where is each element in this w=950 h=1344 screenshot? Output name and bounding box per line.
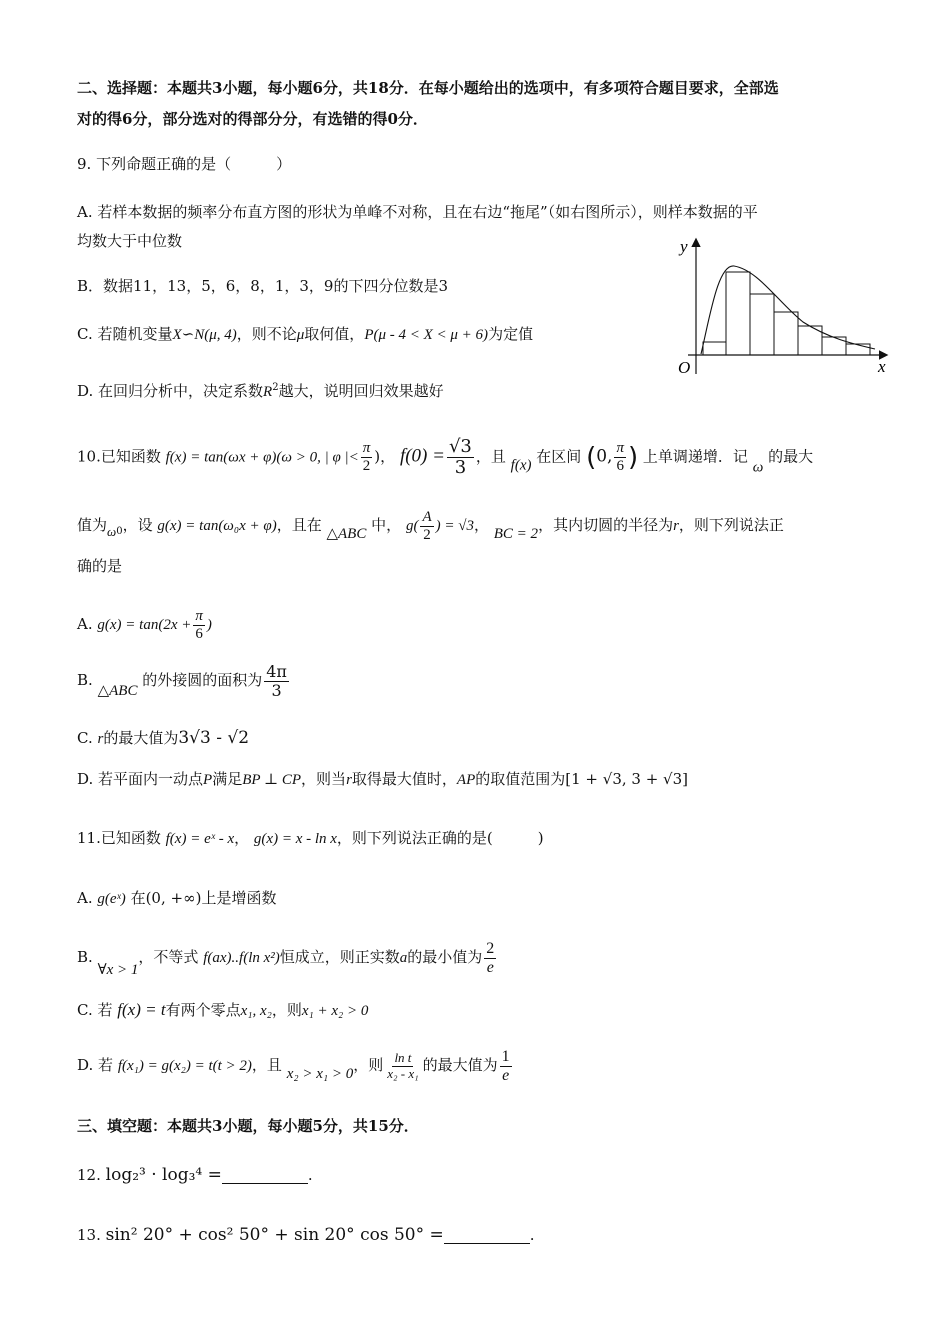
text: D. 若: [77, 1056, 114, 1075]
answer-blank[interactable]: [444, 1229, 530, 1244]
den: e: [486, 958, 494, 976]
math: f(x) = eˣ - x: [165, 831, 235, 847]
text: D. 若平面内一动点: [77, 770, 204, 788]
section-3-heading: 三、填空题：本题共3小题，每小题5分，共15分．: [77, 1117, 419, 1135]
math: f(x) = tan(ωx + φ)(ω > 0, | φ |<: [165, 449, 359, 466]
q9-stem: 9. 下列命题正确的是（ ）: [77, 155, 292, 173]
num: 2: [486, 940, 495, 957]
den: 2: [362, 457, 371, 474]
text: C.: [77, 729, 93, 747]
fraction: [447, 437, 474, 478]
num: A: [422, 509, 432, 525]
den: 6: [616, 457, 624, 474]
text: 取得最大值时，: [351, 770, 457, 788]
math: 3√3 - √2: [178, 728, 250, 748]
text: 的最大值为: [422, 1056, 498, 1075]
num: π: [195, 608, 203, 624]
math: (0, +∞): [145, 889, 202, 907]
text: C. 若: [77, 1001, 113, 1019]
math: g(eˣ): [97, 891, 126, 907]
text: ，且: [251, 1056, 282, 1075]
q11-option-d: [77, 1048, 514, 1084]
math: P(μ - 4 < X < μ + 6): [364, 327, 489, 343]
text: 值为: [77, 516, 108, 534]
num: 1: [501, 1048, 510, 1065]
text: 上是增函数: [201, 889, 277, 907]
y-axis-label: y: [680, 237, 688, 256]
density-curve: [701, 266, 875, 354]
den: e: [502, 1066, 510, 1084]
math: [1 + √3, 3 + √3]: [565, 770, 689, 788]
text: ，则不论: [236, 325, 297, 343]
q10-option-a: [77, 608, 212, 642]
den: 2: [423, 526, 431, 543]
q10-option-c: [77, 730, 249, 747]
section-2-heading-line2: 对的得6分，部分选对的得部分分，有选错的得0分．: [77, 110, 428, 128]
fraction: [385, 1051, 420, 1081]
math: P: [203, 772, 213, 788]
q10-line3: 确的是: [77, 557, 123, 575]
text: 上单调递增．记: [642, 447, 748, 466]
q9-option-d: [77, 383, 444, 400]
q13: [77, 1227, 535, 1244]
q11-option-b: [77, 940, 498, 978]
text: D. 在回归分析中，决定系数: [77, 382, 264, 400]
math: r: [346, 772, 352, 788]
text: ，其内切圆的半径为: [538, 516, 674, 534]
text: 的最小值为: [407, 948, 483, 967]
text: 越大，说明回归效果越好: [278, 382, 444, 400]
fraction: [361, 440, 373, 474]
text: 恒成立，则正实数: [279, 948, 400, 967]
text: ，且: [475, 447, 506, 466]
text: ，则: [271, 1001, 302, 1019]
text: 10.已知函数: [77, 447, 161, 466]
den: x₂ - x₁: [387, 1065, 419, 1081]
math: μ: [296, 327, 305, 343]
text: 11.已知函数: [77, 829, 161, 847]
math: ): [206, 617, 212, 633]
text: 的最大: [768, 447, 814, 466]
text: B.: [77, 671, 93, 690]
num: ln t: [394, 1050, 412, 1066]
math: f(x₁) = g(x₂) = t(t > 2): [117, 1058, 252, 1075]
math: f(ax)..f(ln x²): [203, 950, 280, 967]
math: ∀x > 1: [97, 962, 139, 979]
math: x₁, x₂: [240, 1003, 272, 1019]
fraction: [420, 509, 433, 543]
math: x₂ > x₁ > 0: [286, 1066, 354, 1083]
math: f(0) =: [399, 445, 445, 467]
math: X∽: [172, 327, 195, 343]
fraction: [484, 940, 496, 976]
text: B.: [77, 948, 93, 967]
text: ，则: [353, 1056, 384, 1075]
math: △ABC: [97, 683, 138, 700]
math: r: [673, 518, 679, 534]
den: 3: [454, 456, 467, 478]
q10-option-d: [77, 772, 688, 788]
bracket: ): [627, 442, 639, 473]
math: x₁ + x₂ > 0: [301, 1003, 369, 1019]
math: log₂³ · log₃⁴ =: [105, 1165, 222, 1185]
origin-label: O: [678, 358, 691, 376]
den: 3: [271, 680, 282, 700]
math: g(x) = x - ln x: [253, 831, 337, 847]
q9-option-c: [77, 327, 533, 343]
num: π: [616, 440, 624, 457]
math: a: [399, 950, 408, 967]
text: 取何值，: [304, 325, 365, 343]
math: BC = 2: [493, 526, 539, 542]
q9-option-a-line2: 均数大于中位数: [77, 232, 183, 250]
q11-stem: [77, 831, 544, 847]
math: ω: [752, 459, 764, 476]
math: BP ⊥ CP: [242, 772, 302, 788]
q9-histogram-figure: [668, 236, 892, 376]
num: 4π: [266, 662, 287, 681]
text: 为定值: [488, 325, 534, 343]
q10-option-b: [77, 663, 291, 699]
text: ，不等式: [138, 948, 199, 967]
math: 2: [272, 382, 279, 393]
math: f(x) = t: [117, 1000, 166, 1019]
text: 有两个零点: [165, 1001, 241, 1019]
den: 6: [195, 625, 203, 642]
q10-line2: [77, 509, 784, 543]
q11-option-c: [77, 1001, 368, 1019]
text: )，: [374, 447, 396, 466]
text: 的最大值为: [103, 729, 179, 747]
text: ，则下列说法正: [678, 516, 784, 534]
text: ，: [473, 516, 489, 534]
math: g(x) = tan(ω₀x + φ): [157, 518, 277, 534]
text: A.: [77, 615, 93, 633]
q9-option-a-line1: A. 若样本数据的频率分布直方图的形状为单峰不对称，且在右边“拖尾”（如右图所示），则样本数据的平: [77, 203, 758, 221]
math: sin² 20° + cos² 50° + sin 20° cos 50° =: [105, 1225, 444, 1245]
text: 的外接圆的面积为: [142, 671, 263, 690]
q10-line1: [77, 437, 813, 478]
x-axis-label: x: [878, 357, 886, 376]
math: g(: [405, 518, 419, 534]
text: ，则当: [301, 770, 347, 788]
answer-blank[interactable]: [222, 1169, 308, 1184]
text: .: [307, 1166, 313, 1184]
text: C. 若随机变量: [77, 325, 173, 343]
q9-option-b: B．数据11，13，5，6，8，1，3，9的下四分位数是3: [77, 277, 449, 295]
text: 13.: [77, 1226, 101, 1244]
text: 在区间: [536, 447, 582, 466]
math: △ABC: [326, 526, 367, 542]
histogram-bars: [703, 272, 870, 355]
math: AP: [456, 772, 476, 788]
math: f(x): [510, 457, 532, 474]
num: √3: [448, 436, 472, 457]
text: ，: [234, 829, 250, 847]
text: A.: [77, 889, 93, 907]
text: .: [529, 1226, 535, 1244]
math: ω: [107, 524, 117, 539]
fraction: [264, 663, 289, 699]
text: ，设: [122, 516, 153, 534]
text: 中，: [371, 516, 402, 534]
math: g(x) = tan(2x +: [97, 617, 192, 633]
text: ，则下列说法正确的是( ): [336, 829, 544, 847]
fraction: [614, 440, 626, 474]
text: 在: [130, 889, 146, 907]
section-2-heading-line1: 二、选择题：本题共3小题，每小题6分，共18分．在每小题给出的选项中，有多项符合题目要求，全部选: [77, 79, 779, 97]
bracket: (: [586, 442, 597, 473]
text: 的取值范围为: [475, 770, 566, 788]
math: 0,: [596, 446, 613, 467]
fraction: [500, 1048, 512, 1084]
q12: [77, 1167, 313, 1184]
math: R: [263, 384, 273, 400]
text: 12.: [77, 1166, 101, 1184]
text: 满足: [212, 770, 243, 788]
q11-option-a: [77, 891, 276, 907]
math: r: [97, 731, 104, 747]
text: ，且在: [276, 516, 322, 534]
fraction: [193, 608, 205, 642]
math: 0: [116, 526, 123, 537]
num: π: [362, 440, 371, 457]
math: ) = √3: [435, 518, 474, 534]
math: N(μ, 4): [194, 327, 237, 343]
